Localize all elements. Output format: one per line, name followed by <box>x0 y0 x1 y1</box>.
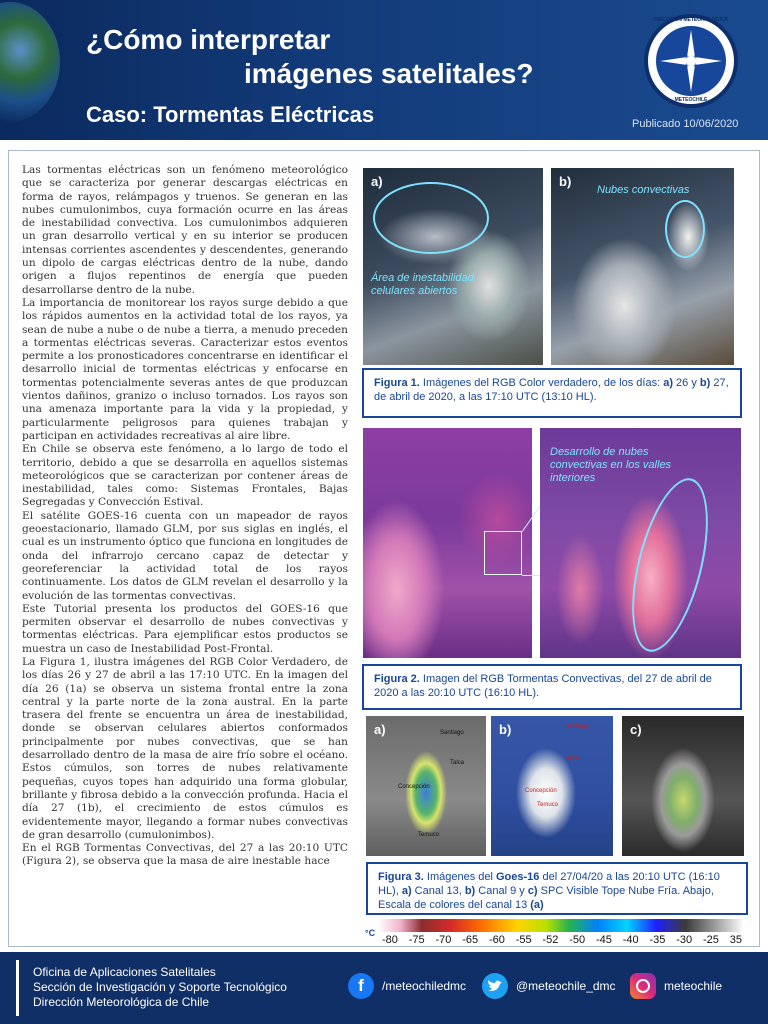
instability-area-ellipse <box>373 182 489 254</box>
page-subtitle: Caso: Tormentas Eléctricas <box>86 102 375 127</box>
caption-ref: Goes-16 <box>496 871 540 883</box>
instagram-handle: meteochile <box>664 979 723 993</box>
caption-label: Figura 2. <box>374 673 420 685</box>
footer-divider <box>16 960 19 1016</box>
caption-ref: b) <box>464 885 476 897</box>
caption-ref: a) <box>663 377 673 389</box>
paragraph: En el RGB Tormentas Convectivas, del 27 a las 20:10 UTC (Figura 2), se observa que la masa de aire inestable hace <box>22 842 348 868</box>
figure1-caption <box>362 368 742 418</box>
caption-text: Imagen del RGB Tormentas Convectivas, del 27 de abril de 2020 a las 20:10 UTC (16:10 HL). <box>374 673 712 699</box>
earth-globe-image <box>0 2 60 122</box>
valleys-ellipse <box>617 471 722 658</box>
figure3-label-c: c) <box>630 722 642 737</box>
meteochile-logo <box>644 14 738 108</box>
figure2-image-zoom <box>540 428 741 658</box>
figure2-caption <box>362 664 742 710</box>
caption-text: Canal 13, <box>411 885 465 897</box>
figure3-caption <box>366 862 748 915</box>
city-label: Talca <box>565 756 580 762</box>
figure1-label-a: a) <box>371 174 383 189</box>
scale-tick: -30 <box>676 934 693 946</box>
scale-tick: -65 <box>462 934 479 946</box>
scale-tick: -25 <box>703 934 719 946</box>
footer-org-line2: Sección de Investigación y Soporte Tecnológico <box>33 980 287 994</box>
temperature-color-scale <box>378 919 744 932</box>
figure1-annotation-a: Área de inestabilidad celulares abiertos <box>371 272 474 297</box>
paragraph: La Figura 1, ilustra imágenes del RGB Color Verdadero, de los días 26 y 27 de abril a las 17:10 UTC. En la imagen del día 26 (1a) se observa un sistema frontal entre la zona central y la parte norte de la zona austral. En la parte trasera del frente se encuentra un área de inestabilidad, donde se observan celulares abiertos conformados principalmente por nubes convectivas, que se han desarrollado dentro de la masa de aire frío sobre el océano. Estos cúmulos, son torres de nubes relativamente pequeñas, cuyos topes han adquirido una forma globular, brillante y fibrosa debido a la convección profunda. Hacia el día 27 (1b), el crecimiento de estos cúmulos es evidentemente mayor, llegando a formar nubes convectivas de gran desarrollo (cumulonimbos). <box>22 655 348 841</box>
instagram-icon <box>630 973 656 999</box>
instagram-link[interactable] <box>630 973 722 999</box>
scale-tick: -40 <box>622 934 639 946</box>
scale-tick: 35 <box>729 934 742 946</box>
caption-text: Imágenes del <box>423 871 496 883</box>
facebook-icon: f <box>348 973 374 999</box>
figure2-annotation: Desarrollo de nubes convectivas en los valles interiores <box>550 446 672 484</box>
paragraph: Las tormentas eléctricas son un fenómeno meteorológico que se caracteriza por generar descargas eléctricas en forma de rayos, relámpagos y truenos. Se generan en las nubes cumulonimbos, cuya formación ocurre en las áreas de inestabilidad convectiva. Los cumulonimbos adquieren un gran desarrollo vertical y en su interior se producen intensas corrientes ascendentes y descendentes, generando un dipolo de cargas eléctricas dentro de la nube, dando origen a flujos repentinos de energía que pueden desarrollarse dentro de la nube. <box>22 164 348 296</box>
scale-tick: -75 <box>408 934 425 946</box>
convective-clouds-ellipse <box>665 200 705 258</box>
city-label: Concepción <box>398 784 430 790</box>
scale-unit: °C <box>365 928 376 938</box>
logo-text-top: DIRECCIÓN METEOROLÓGICA <box>653 17 729 23</box>
scale-tick: -60 <box>489 934 505 946</box>
body-text-column <box>22 164 348 944</box>
caption-ref: c) <box>527 885 538 897</box>
figure3-label-a: a) <box>374 722 386 737</box>
figure1-label-b: b) <box>559 174 572 189</box>
paragraph: En Chile se observa este fenómeno, a lo largo de todo el territorio, debido a que se desarrolla en aquellos sistemas meteorológicos que se caracterizan por contener áreas de inestabilidad, tales como: Sistemas Frontales, Bajas Segregadas y Convección Estival. <box>22 443 348 509</box>
caption-label: Figura 3. <box>378 871 424 883</box>
zoom-inset-box <box>484 531 522 575</box>
city-label: Santiago <box>440 730 464 736</box>
scale-tick: -52 <box>542 934 559 946</box>
scale-tick: -45 <box>596 934 612 946</box>
zoom-connector-bottom <box>522 575 540 576</box>
twitter-icon <box>482 973 508 999</box>
city-label: Temuco <box>418 832 440 838</box>
figure3-image-channel13 <box>366 716 486 856</box>
scale-tick-labels <box>382 934 742 946</box>
page-title-line1: ¿Cómo interpretar <box>86 24 331 55</box>
scale-tick: -35 <box>649 934 666 946</box>
footer-org-line3: Dirección Meteorológica de Chile <box>33 995 210 1009</box>
scale-tick: -80 <box>382 934 398 946</box>
logo-text-bottom: METEOCHILE <box>674 97 708 103</box>
compass-rose-icon <box>656 26 726 96</box>
paragraph: Este Tutorial presenta los productos del GOES-16 que permiten observar el desarrollo de nubes convectivas y tormentas eléctricas. Para ejemplificar estos productos se muestra un caso de Inestabilidad Post-Frontal. <box>22 602 348 655</box>
caption-text: del 27/04/20 a las 20:10 UTC (16:10 HL), <box>378 871 720 897</box>
caption-text: Imágenes del RGB Color verdadero, de los días: <box>419 377 664 389</box>
figure1-annotation-b: Nubes convectivas <box>597 184 690 196</box>
figure3-image-spc <box>622 716 744 856</box>
facebook-handle: /meteochiledmc <box>382 979 467 993</box>
twitter-link[interactable] <box>482 973 616 999</box>
figure1-image-b <box>551 168 734 365</box>
caption-ref: a) <box>401 885 412 897</box>
paragraph: La importancia de monitorear los rayos surge debido a que los rápidos aumentos en la actividad total de los rayos, ya sean de nube a nube o de nube a tierra, a menudo preceden a tormentas eléctricas severas. Caracterizar estos eventos permite a los pronosticadores concentrarse en identificar el desarrollo inicial de tormentas eléctricas y enfocarse en tormentas potencialmente severas antes de que produzcan vientos dañinos, granizo o incluso tornados. Los rayos son una amenaza importante para la vida y la propiedad, y particularmente peligrosos para quienes trabajan y participan en actividades recreativas al aire libre. <box>22 296 348 442</box>
scale-tick: -70 <box>435 934 452 946</box>
figure3-label-b: b) <box>499 722 512 737</box>
caption-ref: (a) <box>530 899 544 911</box>
publish-date: Publicado 10/06/2020 <box>632 118 739 130</box>
caption-text: SPC Visible Tope Nube Fría. Abajo, Escala de colores del canal 13 <box>378 885 714 911</box>
paragraph: El satélite GOES-16 cuenta con un mapeador de rayos geoestacionario, llamado GLM, por sus siglas en inglés, el cual es un instrumento óptico que funciona en longitudes de onda del infrarrojo cercano capaz de detectar y georeferenciar la actividad total de los rayos continuamente. Los datos de GLM revelan el desarrollo y la evolución de las tormentas convectivas. <box>22 509 348 602</box>
header-banner <box>0 0 768 140</box>
city-label: Talca <box>450 760 465 766</box>
twitter-handle: @meteochile_dmc <box>516 979 616 993</box>
city-label: Santiago <box>565 724 589 730</box>
caption-text: 27, de abril de 2020, a las 17:10 UTC (13:10 HL). <box>374 377 729 403</box>
caption-ref: b) <box>699 377 711 389</box>
caption-label: Figura 1. <box>374 377 420 389</box>
footer-org-line1: Oficina de Aplicaciones Satelitales <box>33 965 216 979</box>
facebook-link[interactable] <box>348 973 466 999</box>
scale-tick: -50 <box>569 934 586 946</box>
caption-text: 26 y <box>672 377 700 389</box>
city-label: Concepción <box>525 788 557 794</box>
figure3-image-channel9 <box>491 716 613 856</box>
caption-text: Canal 9 y <box>475 885 528 897</box>
scale-tick: -55 <box>515 934 532 946</box>
figure1-image-a <box>363 168 543 365</box>
city-label: Temuco <box>537 802 559 808</box>
page-title-line2: imágenes satelitales? <box>244 58 534 89</box>
